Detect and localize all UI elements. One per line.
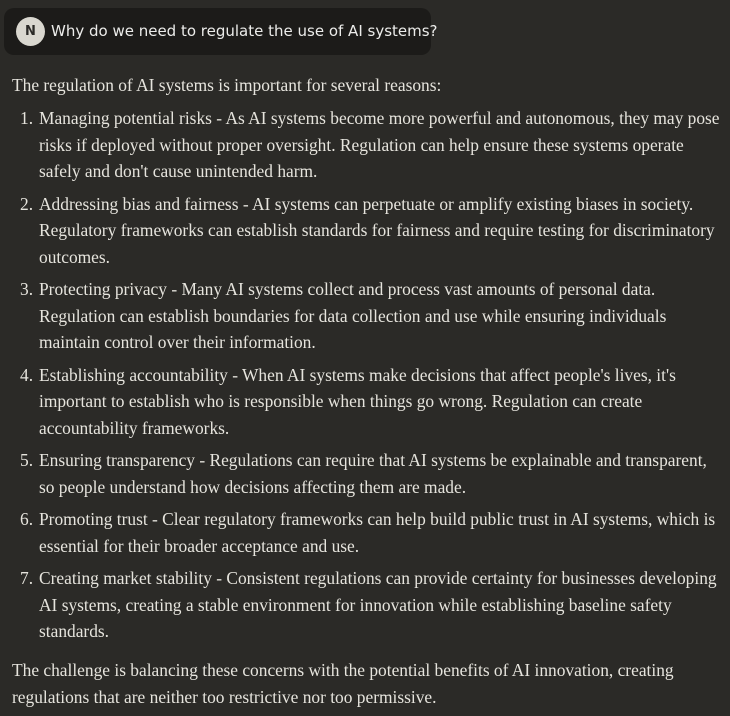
reason-item-6 bbox=[12, 506, 724, 559]
response-intro: The regulation of AI systems is important for several reasons: bbox=[12, 75, 442, 95]
reason-item-4 bbox=[12, 362, 724, 442]
user-message-bubble bbox=[4, 8, 438, 55]
reason-item-5 bbox=[12, 447, 724, 500]
reasons-list bbox=[12, 105, 724, 645]
user-avatar: N bbox=[16, 17, 45, 46]
reason-text: Ensuring transparency - Regulations can require that AI systems be explainable and transparent, so people understand how decisions affecting them are made. bbox=[39, 450, 707, 497]
reason-text: Promoting trust - Clear regulatory frameworks can help build public trust in AI systems, which is essential for their broader acceptance and use. bbox=[39, 509, 716, 556]
reason-item-3 bbox=[12, 276, 724, 356]
reason-text: Establishing accountability - When AI systems make decisions that affect people's lives, it's important to establish who is responsible when things go wrong. Regulation can create accountability frameworks. bbox=[39, 364, 676, 438]
reason-text: Addressing bias and fairness - AI systems can perpetuate or amplify existing biases in society. Regulatory frameworks can establish standards for fairness and require testing for discriminatory outcomes. bbox=[39, 193, 715, 267]
reason-number: 3. bbox=[20, 279, 34, 300]
reason-item-2 bbox=[12, 191, 724, 271]
reason-number: 7. bbox=[20, 568, 34, 589]
reason-text: Protecting privacy - Many AI systems collect and process vast amounts of personal data. Regulation can establish boundaries for data collection and use while ensuring individuals maintain control over their information. bbox=[39, 279, 667, 353]
reason-text: Creating market stability - Consistent regulations can provide certainty for businesses developing AI systems, creating a stable environment for innovation while establishing baseline safety standards. bbox=[39, 568, 717, 642]
reason-number: 1. bbox=[20, 108, 34, 128]
reason-number: 6. bbox=[20, 509, 34, 530]
user-message-text: Why do we need to regulate the use of AI systems? bbox=[51, 22, 438, 40]
reason-item-1 bbox=[12, 105, 724, 185]
reason-number: 5. bbox=[20, 450, 34, 471]
assistant-response bbox=[12, 72, 724, 710]
reason-text: Managing potential risks - As AI systems become more powerful and autonomous, they may pose risks if deployed without proper oversight. Regulation can help ensure these systems operate safely and don't cause unintended harm. bbox=[39, 108, 720, 182]
reason-number: 4. bbox=[20, 364, 34, 385]
response-conclusion: The challenge is balancing these concerns with the potential benefits of AI innovation, creating regulations that are neither too restrictive nor too permissive. bbox=[12, 660, 674, 707]
reason-item-7 bbox=[12, 565, 724, 645]
reason-number: 2. bbox=[20, 193, 34, 214]
